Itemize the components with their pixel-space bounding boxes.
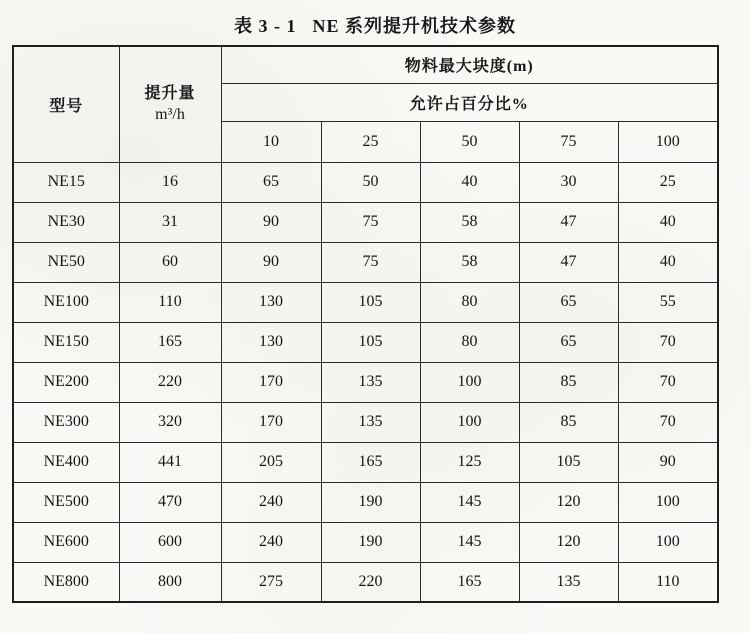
model-cell: NE200 — [13, 362, 119, 402]
value-cell: 55 — [618, 282, 718, 322]
capacity-header-line1: 提升量 — [144, 84, 196, 102]
value-cell: 90 — [221, 242, 321, 282]
value-cell: 25 — [618, 162, 718, 202]
table-title — [0, 0, 750, 38]
value-cell: 145 — [420, 482, 519, 522]
model-cell: NE30 — [13, 202, 119, 242]
model-cell: NE800 — [13, 562, 119, 602]
value-cell: 100 — [420, 402, 519, 442]
value-cell: 165 — [420, 562, 519, 602]
table-header — [13, 46, 718, 162]
model-cell: NE500 — [13, 482, 119, 522]
capacity-cell: 110 — [119, 282, 221, 322]
value-cell: 47 — [519, 202, 618, 242]
value-cell: 275 — [221, 562, 321, 602]
capacity-cell: 470 — [119, 482, 221, 522]
table-title-text: NE 系列提升机技术参数 — [312, 16, 516, 36]
value-cell: 100 — [618, 482, 718, 522]
table-row — [13, 362, 718, 402]
capacity-cell: 220 — [119, 362, 221, 402]
value-cell: 120 — [519, 522, 618, 562]
value-cell: 65 — [519, 282, 618, 322]
model-cell: NE15 — [13, 162, 119, 202]
value-cell: 30 — [519, 162, 618, 202]
model-cell: NE600 — [13, 522, 119, 562]
value-cell: 170 — [221, 362, 321, 402]
col-header-percent: 允许占百分比% — [221, 83, 718, 121]
value-cell: 120 — [519, 482, 618, 522]
value-cell: 80 — [420, 282, 519, 322]
value-cell: 70 — [618, 362, 718, 402]
value-cell: 130 — [221, 282, 321, 322]
value-cell: 80 — [420, 322, 519, 362]
value-cell: 190 — [321, 482, 420, 522]
value-cell: 190 — [321, 522, 420, 562]
capacity-cell: 16 — [119, 162, 221, 202]
value-cell: 40 — [618, 242, 718, 282]
value-cell: 100 — [618, 522, 718, 562]
value-cell: 58 — [420, 242, 519, 282]
value-cell: 40 — [618, 202, 718, 242]
col-header-size-10: 10 — [221, 121, 321, 162]
value-cell: 105 — [519, 442, 618, 482]
value-cell: 65 — [221, 162, 321, 202]
value-cell: 220 — [321, 562, 420, 602]
value-cell: 105 — [321, 322, 420, 362]
value-cell: 50 — [321, 162, 420, 202]
capacity-cell: 165 — [119, 322, 221, 362]
table-row — [13, 162, 718, 202]
value-cell: 90 — [221, 202, 321, 242]
value-cell: 85 — [519, 402, 618, 442]
capacity-header-unit: m³/h — [155, 106, 185, 124]
value-cell: 58 — [420, 202, 519, 242]
model-cell: NE300 — [13, 402, 119, 442]
value-cell: 100 — [420, 362, 519, 402]
value-cell: 170 — [221, 402, 321, 442]
table-row — [13, 522, 718, 562]
value-cell: 240 — [221, 482, 321, 522]
value-cell: 70 — [618, 322, 718, 362]
value-cell: 90 — [618, 442, 718, 482]
value-cell: 135 — [519, 562, 618, 602]
capacity-cell: 60 — [119, 242, 221, 282]
capacity-cell: 441 — [119, 442, 221, 482]
value-cell: 75 — [321, 202, 420, 242]
value-cell: 135 — [321, 362, 420, 402]
value-cell: 240 — [221, 522, 321, 562]
value-cell: 165 — [321, 442, 420, 482]
table-row — [13, 282, 718, 322]
col-header-size-50: 50 — [420, 121, 519, 162]
capacity-cell: 800 — [119, 562, 221, 602]
value-cell: 47 — [519, 242, 618, 282]
value-cell: 145 — [420, 522, 519, 562]
value-cell: 75 — [321, 242, 420, 282]
model-cell: NE100 — [13, 282, 119, 322]
value-cell: 105 — [321, 282, 420, 322]
col-header-capacity — [119, 46, 221, 162]
table-row — [13, 202, 718, 242]
col-header-lump-size: 物料最大块度(m) — [221, 46, 718, 83]
capacity-cell: 600 — [119, 522, 221, 562]
col-header-size-75: 75 — [519, 121, 618, 162]
table-row — [13, 322, 718, 362]
col-header-model: 型号 — [13, 46, 119, 162]
table-row — [13, 242, 718, 282]
ne-parameters-table — [12, 45, 719, 603]
value-cell: 125 — [420, 442, 519, 482]
table-row — [13, 482, 718, 522]
value-cell: 70 — [618, 402, 718, 442]
table-number-label: 表 3 - 1 — [233, 16, 297, 36]
value-cell: 65 — [519, 322, 618, 362]
capacity-cell: 320 — [119, 402, 221, 442]
col-header-size-25: 25 — [321, 121, 420, 162]
value-cell: 85 — [519, 362, 618, 402]
table-row — [13, 562, 718, 602]
value-cell: 205 — [221, 442, 321, 482]
table-row — [13, 442, 718, 482]
value-cell: 110 — [618, 562, 718, 602]
model-cell: NE50 — [13, 242, 119, 282]
value-cell: 135 — [321, 402, 420, 442]
model-cell: NE400 — [13, 442, 119, 482]
model-cell: NE150 — [13, 322, 119, 362]
capacity-cell: 31 — [119, 202, 221, 242]
table-row — [13, 402, 718, 442]
value-cell: 40 — [420, 162, 519, 202]
table-body — [13, 162, 718, 602]
col-header-size-100: 100 — [618, 121, 718, 162]
value-cell: 130 — [221, 322, 321, 362]
